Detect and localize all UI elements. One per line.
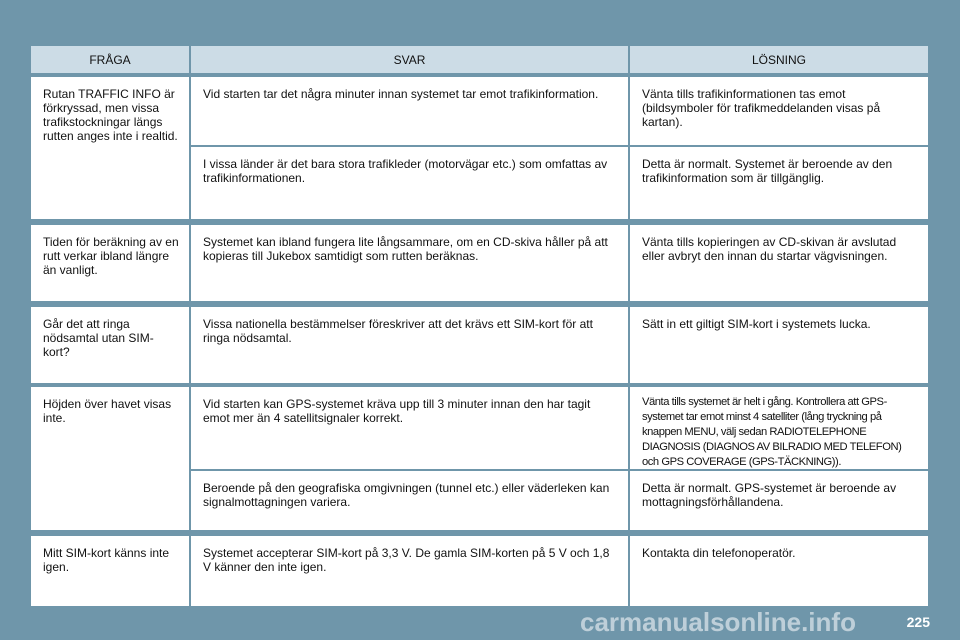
question-cell: Tiden för beräkning av en rutt verkar ibland längre än vanligt. — [31, 225, 189, 301]
answer-cell: I vissa länder är det bara stora trafikleder (motorvägar etc.) som omfattas av trafikinformationen. — [191, 147, 628, 219]
answer-cell: Vissa nationella bestämmelser föreskriver att det krävs ett SIM-kort för att ringa nödsamtal. — [191, 307, 628, 383]
answer-cell: Systemet kan ibland fungera lite långsammare, om en CD-skiva håller på att kopieras till Jukebox samtidigt som rutten beräknas. — [191, 225, 628, 301]
header-answer: SVAR — [191, 46, 628, 73]
question-cell: Går det att ringa nödsamtal utan SIM-kort? — [31, 307, 189, 383]
solution-cell: Kontakta din telefonoperatör. — [630, 536, 928, 606]
question-cell: Mitt SIM-kort känns inte igen. — [31, 536, 189, 606]
page-number: 225 — [906, 614, 930, 630]
solution-cell: Detta är normalt. Systemet är beroende av den trafikinformation som är tillgänglig. — [630, 147, 928, 219]
answer-cell: Systemet accepterar SIM-kort på 3,3 V. De gamla SIM-korten på 5 V och 1,8 V känner den inte igen. — [191, 536, 628, 606]
header-solution: LÖSNING — [630, 46, 928, 73]
answer-cell: Beroende på den geografiska omgivningen (tunnel etc.) eller väderleken kan signalmottagningen variera. — [191, 471, 628, 530]
question-cell: Höjden över havet visas inte. — [31, 387, 189, 530]
header-question: FRÅGA — [31, 46, 189, 73]
watermark: carmanualsonline.info — [580, 607, 856, 637]
solution-cell: Vänta tills trafikinformationen tas emot (bildsymboler för trafikmeddelanden visas på kartan). — [630, 77, 928, 145]
answer-cell: Vid starten kan GPS-systemet kräva upp till 3 minuter innan den har tagit emot mer än 4 satellitsignaler korrekt. — [191, 387, 628, 469]
solution-cell: Vänta tills kopieringen av CD-skivan är avslutad eller avbryt den innan du startar vägvisningen. — [630, 225, 928, 301]
solution-cell: Vänta tills systemet är helt i gång. Kontrollera att GPS-systemet tar emot minst 4 satelliter (lång tryckning på knappen MENU, välj sedan RADIOTELEPHONE DIAGNOSIS (DIAGNOS AV BILRADIO MED TELEFON) och GPS COVERAGE (GPS-TÄCKNING)). — [630, 387, 928, 469]
answer-cell: Vid starten tar det några minuter innan systemet tar emot trafikinformation. — [191, 77, 628, 145]
solution-cell: Detta är normalt. GPS-systemet är beroende av mottagningsförhållandena. — [630, 471, 928, 530]
solution-cell: Sätt in ett giltigt SIM-kort i systemets lucka. — [630, 307, 928, 383]
question-cell: Rutan TRAFFIC INFO är förkryssad, men vissa trafikstockningar längs rutten anges inte i realtid. — [31, 77, 189, 219]
